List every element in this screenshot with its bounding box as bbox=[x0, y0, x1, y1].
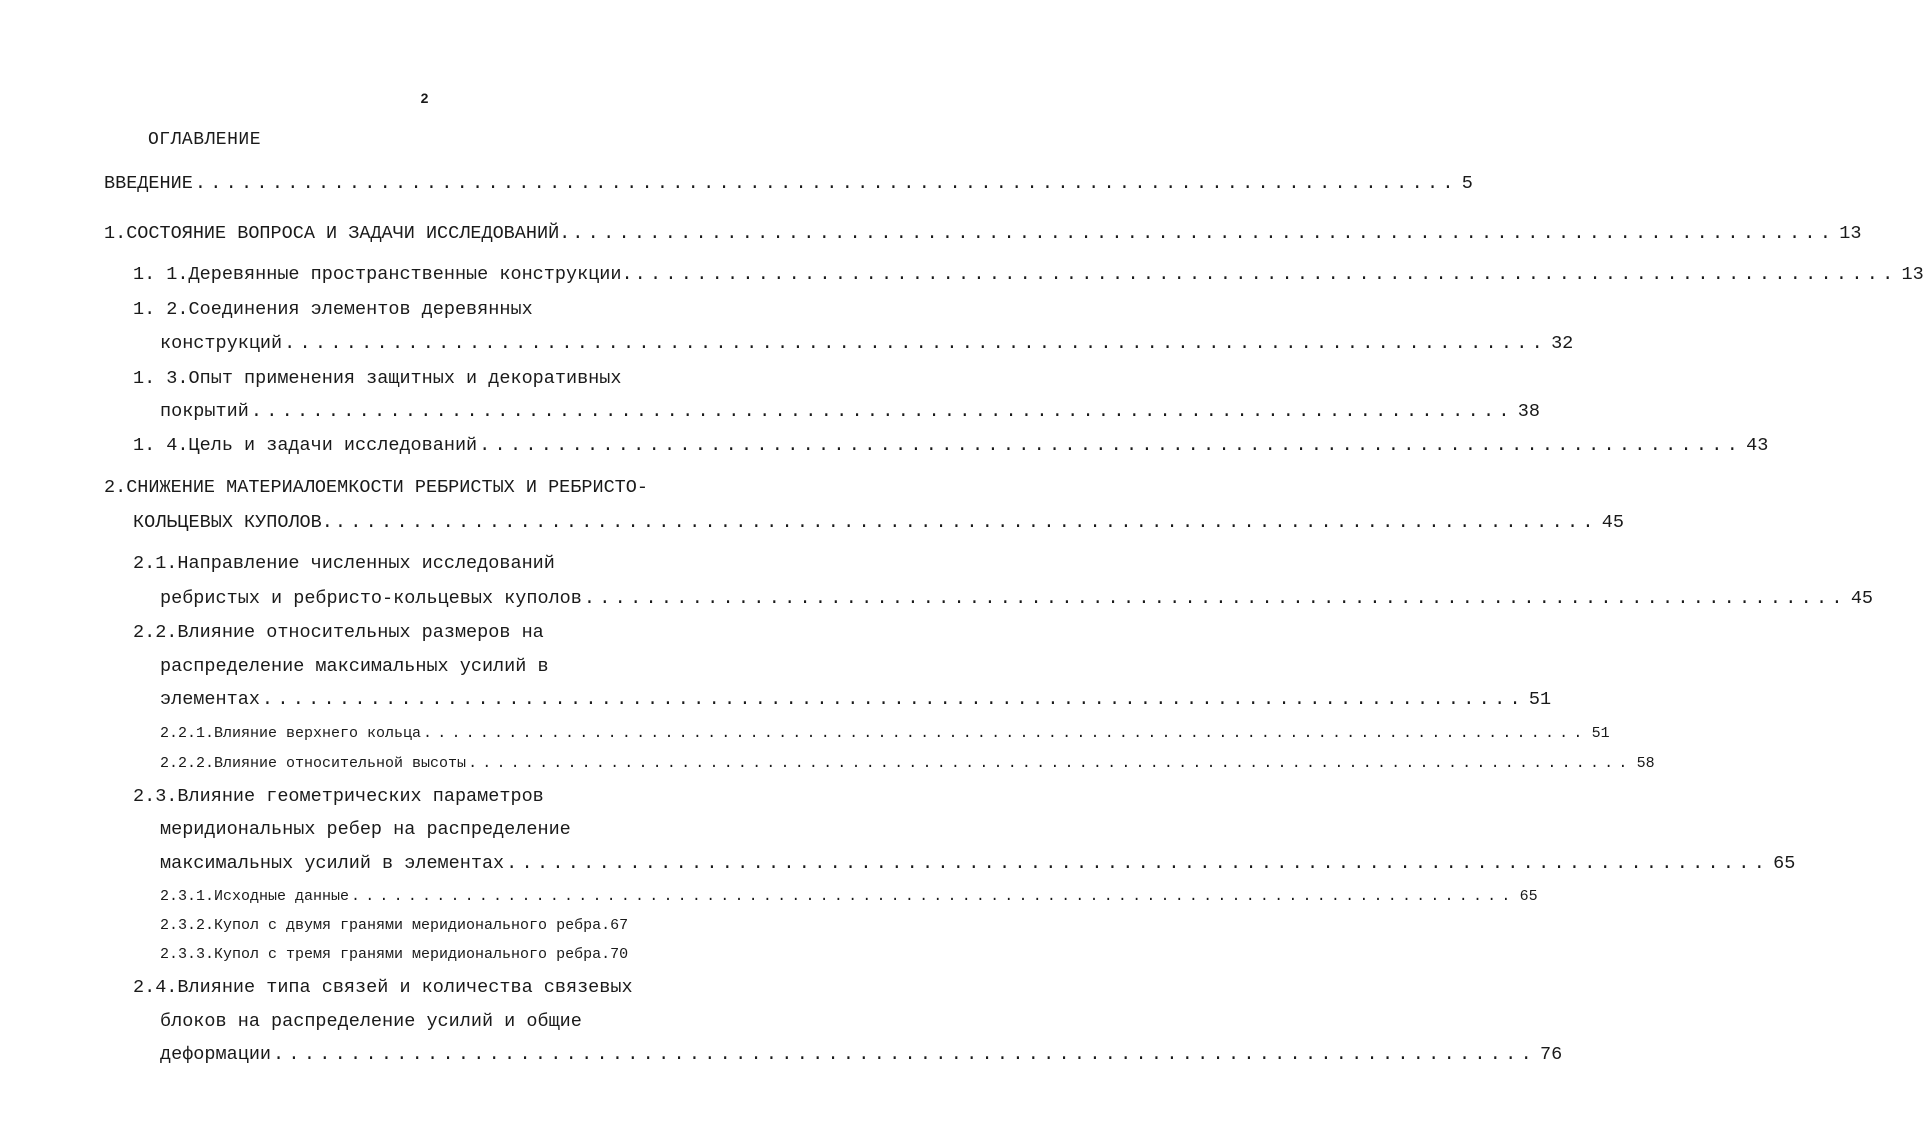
toc-entry bbox=[104, 222, 1862, 246]
leader-dots: .................................................................................. bbox=[273, 1044, 1536, 1065]
toc-entry-label: 1. 2.Соединения элементов деревянных bbox=[133, 299, 533, 320]
toc-entry-page: 58 bbox=[1636, 755, 1655, 772]
toc-entry bbox=[160, 332, 1574, 356]
toc-entry-label: конструкций bbox=[160, 333, 283, 354]
toc-entry-label: деформации bbox=[160, 1044, 272, 1065]
toc-entry-label: 2.3.1.Исходные данные bbox=[160, 888, 350, 905]
toc-entry-label: 2.2.1.Влияние верхнего кольца bbox=[160, 725, 422, 742]
toc-entry bbox=[160, 885, 1538, 909]
toc-entry bbox=[133, 434, 1769, 458]
toc-entry-page: 65 bbox=[1773, 853, 1796, 874]
toc-entry-page: 65 bbox=[1519, 888, 1538, 905]
toc-entry bbox=[160, 852, 1796, 876]
toc-entry-label: КОЛЬЦЕВЫХ КУПОЛОВ. bbox=[133, 512, 333, 533]
toc-entry-page: 5 bbox=[1461, 173, 1473, 194]
toc-entry-page: 38 bbox=[1517, 401, 1540, 422]
leader-dots: .................................................................................. bbox=[506, 853, 1770, 874]
toc-entry-page: 51 bbox=[1528, 689, 1552, 710]
toc-heading: ОГЛАВЛЕНИЕ bbox=[148, 130, 262, 150]
toc-entry bbox=[133, 263, 1924, 287]
toc-entry-label: 2.1.Направление численных исследований bbox=[133, 553, 555, 574]
toc-entry bbox=[160, 943, 741, 967]
toc-entry-page: 76 bbox=[1539, 1044, 1563, 1065]
toc-entry-page: 13 bbox=[1901, 264, 1924, 285]
leader-dots: .................................................................................. bbox=[423, 725, 1588, 742]
leader-dots: .................................................................................. bbox=[351, 888, 1516, 905]
toc-entry-label: 2.3.2.Купол с двумя гранями меридионального ребра. bbox=[160, 917, 611, 934]
toc-entry-label: ребристых и ребристо-кольцевых куполов bbox=[160, 588, 582, 609]
toc-entry-label: максимальных усилий в элементах bbox=[160, 853, 505, 874]
toc-entry-label: распределение максимальных усилий в bbox=[160, 656, 549, 677]
toc-entry bbox=[160, 587, 1874, 611]
toc-entry bbox=[160, 752, 1655, 776]
toc-entry bbox=[160, 722, 1610, 746]
leader-dots: .................................................................................. bbox=[583, 588, 1847, 609]
leader-dots: .................................................................................. bbox=[634, 264, 1898, 285]
leader-dots: .................................................................................. bbox=[261, 689, 1525, 710]
toc-entry-label: блоков на распределение усилий и общие bbox=[160, 1011, 582, 1032]
toc-entry-label: 2.3.3.Купол с тремя гранями меридионального ребра. bbox=[160, 946, 611, 963]
toc-entry-page: 45 bbox=[1601, 512, 1625, 533]
page-number: 2 bbox=[420, 90, 429, 106]
toc-entry-label: 2.2.Влияние относительных размеров на bbox=[133, 622, 544, 643]
toc-entry-page: 45 bbox=[1850, 588, 1874, 609]
toc-entry-label: 1. 3.Опыт применения защитных и декоративных bbox=[133, 368, 622, 389]
leader-dots: .................................................................................. bbox=[284, 333, 1548, 354]
toc-entry-page: 51 bbox=[1591, 725, 1610, 742]
toc-entry-page: 70 bbox=[610, 946, 629, 963]
leader-dots: .................................................................................. bbox=[468, 755, 1633, 772]
toc-entry-label: 2.4.Влияние типа связей и количества связевых bbox=[133, 977, 633, 998]
toc-entry-label: элементах bbox=[160, 689, 260, 710]
toc-entry bbox=[160, 400, 1540, 424]
toc-entry-label: 2.СНИЖЕНИЕ МАТЕРИАЛОЕМКОСТИ РЕБРИСТЫХ И РЕБРИСТО- bbox=[104, 477, 648, 498]
leader-dots: .................................................................................. bbox=[194, 173, 1458, 194]
toc-entry-label: 1. 4.Цель и задачи исследований bbox=[133, 435, 478, 456]
toc-entry-label: ВВЕДЕНИЕ bbox=[104, 173, 193, 194]
toc-entry bbox=[160, 914, 741, 938]
toc-entry-page: 32 bbox=[1551, 333, 1574, 354]
toc-entry bbox=[160, 688, 1552, 712]
toc-entry-page: 67 bbox=[610, 917, 629, 934]
leader-dots: .................................................................................. bbox=[250, 401, 1514, 422]
toc-entry bbox=[104, 172, 1473, 196]
toc-entry-label: 1.СОСТОЯНИЕ ВОПРОСА И ЗАДАЧИ ИССЛЕДОВАНИЙ. bbox=[104, 223, 571, 244]
leader-dots: .................................................................................. bbox=[334, 512, 1598, 533]
toc-entry-label: меридиональных ребер на распределение bbox=[160, 819, 571, 840]
toc-entry-label: 2.2.2.Влияние относительной высоты bbox=[160, 755, 467, 772]
leader-dots: .................................................................................. bbox=[479, 435, 1743, 456]
toc-entry bbox=[133, 511, 1625, 535]
toc-entry-page: 13 bbox=[1839, 223, 1862, 244]
leader-dots: .................................................................................. bbox=[572, 223, 1836, 244]
toc-entry-label: покрытий bbox=[160, 401, 249, 422]
toc-entry bbox=[160, 1043, 1563, 1067]
toc-entry-page: 43 bbox=[1746, 435, 1769, 456]
toc-entry-label: 1. 1.Деревянные пространственные конструкции. bbox=[133, 264, 633, 285]
toc-entry-label: 2.3.Влияние геометрических параметров bbox=[133, 786, 544, 807]
